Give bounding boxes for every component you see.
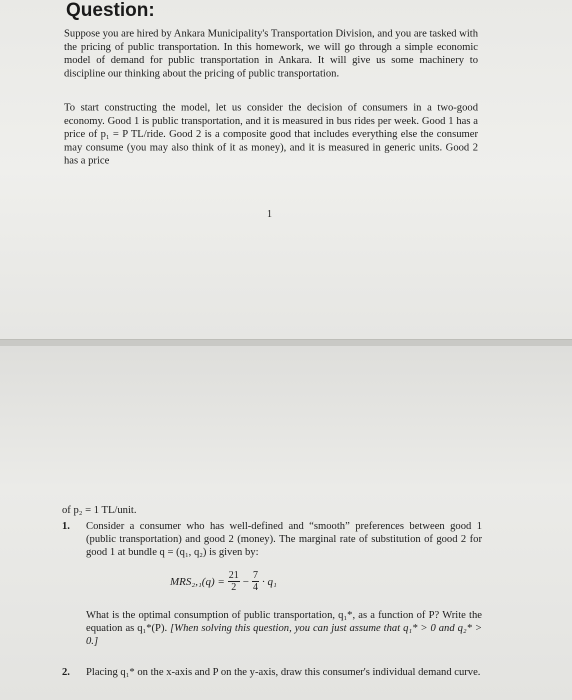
formula-rhs: · q₁ [262,575,277,588]
item-number: 2. [62,667,70,678]
item1-question [86,609,482,648]
intro-paragraph: Suppose you are hired by Ankara Municipality's Transportation Division, and you are tasked with the pricing of public transportation. In this homework, we will go through a simple economic model of demand for public transportation in Ankara. It will give us some machinery to discipline our thinking about the pricing of public transportation. [64,28,478,80]
continuation-text: of p₂ = 1 TL/unit. [62,505,137,516]
model-paragraph: To start constructing the model, let us consider the decision of consumers in a two-good economy. Good 1 is public transportation, and it is measured in bus rides per week. Good 1 has a price of p₁ = P TL/ride. Good 2 is a composite good that includes everything else the consumer may consume (you may also think of it as money), and it is measured in generic units. Good 2 has a price [64,102,478,167]
fraction-numerator: 21 [228,570,239,581]
item-text: Consider a consumer who has well-defined and “smooth” preferences between good 1 (public transportation) and good 2 (money). The marginal rate of substitution of good 2 for good 1 at bundle q = (q₁, q₂) is given by: [86,521,482,558]
formula-minus: − [242,575,249,588]
item1-hint: [When solving this question, you can just assume that q₁* > 0 and q₂* > 0.] [86,623,483,647]
question-item-1 [62,520,482,559]
formula-lhs: MRS₂,₁(q) = [170,575,225,588]
item1-question-text: What is the optimal consumption of public transportation, q₁*, as a function of P? Write the equation as q₁*(P). [86,610,482,634]
question-item-2 [62,666,482,679]
page-number: 1 [267,209,272,220]
fraction-numerator: 7 [253,570,258,581]
fraction-21-2 [228,570,240,593]
mrs-formula [170,570,277,593]
page-top [0,0,572,340]
fraction-denominator: 2 [231,582,237,593]
item-text: Placing q₁* on the x-axis and P on the y-axis, draw this consumer's individual demand curve. [86,667,481,678]
item-number: 1. [62,521,70,532]
fraction-7-4 [252,570,259,593]
question-heading: Question: [66,0,155,21]
fraction-denominator: 4 [253,582,258,593]
